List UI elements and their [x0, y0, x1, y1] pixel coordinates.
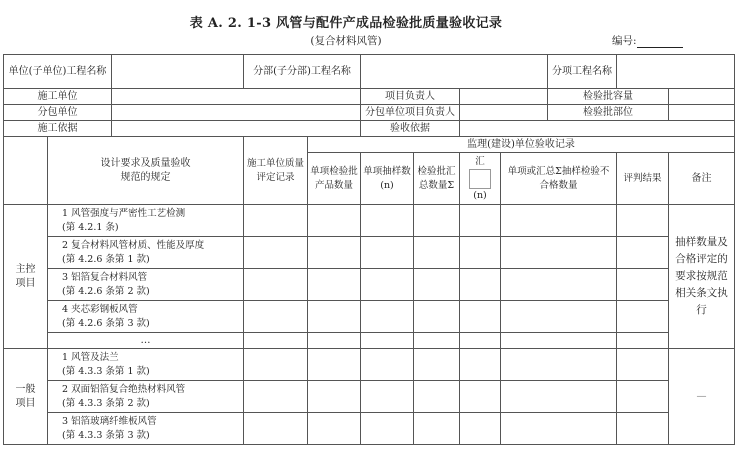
single-batch-quantity-header: 单项检验批产品数量 — [308, 153, 361, 205]
supervision-header: 监理(建设)单位验收记录 — [308, 137, 735, 153]
serial-input-line[interactable] — [637, 35, 683, 48]
item-project-value[interactable] — [617, 55, 735, 89]
contractor-value[interactable] — [112, 89, 361, 105]
general-item-1: 1 风管及法兰 (第 4.3.3 条第 1 款) — [48, 349, 244, 381]
main-item-3: 3 铝箔复合材料风管 (第 4.2.6 条第 2 款) — [48, 269, 244, 301]
main-control-label: 主控项目 — [4, 205, 48, 349]
batch-capacity-label: 检验批容量 — [548, 89, 669, 105]
main-item-2: 2 复合材料风管材质、性能及厚度 (第 4.2.6 条第 1 款) — [48, 237, 244, 269]
general-label: 一般项目 — [4, 349, 48, 445]
sample-total-label: 汇 — [475, 155, 485, 167]
sub-project-manager-value[interactable] — [460, 105, 548, 121]
subcontractor-label: 分包单位 — [4, 105, 112, 121]
self-evaluation-header: 施工单位质量评定记录 — [244, 137, 308, 205]
unit-project-label: 单位(子单位)工程名称 — [4, 55, 112, 89]
batch-location-value[interactable] — [669, 105, 735, 121]
general-item-3: 3 铝箔玻璃纤维板风管 (第 4.3.3 条第 3 款) — [48, 413, 244, 445]
construction-basis-label: 施工依据 — [4, 121, 112, 137]
result-header: 评判结果 — [617, 153, 669, 205]
main-control-remark: 抽样数量及合格评定的要求按规范相关条文执行 — [669, 205, 735, 349]
unqualified-header: 单项或汇总Σ抽样检验不合格数量 — [501, 153, 617, 205]
serial-number — [612, 33, 683, 48]
main-item-4: 4 夹芯彩钢板风管 (第 4.2.6 条第 3 款) — [48, 301, 244, 333]
sample-total-header — [460, 153, 501, 205]
sub-project-label: 分部(子分部)工程名称 — [244, 55, 361, 89]
item-project-label: 分项工程名称 — [548, 55, 617, 89]
unit-project-value[interactable] — [112, 55, 244, 89]
acceptance-table — [3, 54, 735, 445]
serial-label: 编号: — [612, 35, 637, 47]
single-sample-header: 单项抽样数(n) — [361, 153, 414, 205]
calculator-icon[interactable] — [469, 169, 491, 189]
general-remark: — — [669, 349, 735, 445]
project-manager-value[interactable] — [460, 89, 548, 105]
subcontractor-value[interactable] — [112, 105, 361, 121]
acceptance-basis-value[interactable] — [460, 121, 735, 137]
batch-capacity-value[interactable] — [669, 89, 735, 105]
project-manager-label: 项目负责人 — [361, 89, 460, 105]
contractor-label: 施工单位 — [4, 89, 112, 105]
batch-total-header: 检验批汇总数量Σ — [414, 153, 460, 205]
self-eval-cell[interactable] — [244, 205, 308, 237]
main-item-ellipsis: … — [48, 333, 244, 349]
page-title: 表 A. 2. 1-3 风管与配件产成品检验批质量验收记录 — [189, 16, 503, 31]
main-item-1: 1 风管强度与严密性工艺检测 (第 4.2.1 条) — [48, 205, 244, 237]
category-header — [4, 137, 48, 205]
page-subtitle: (复合材料风管) — [310, 35, 382, 47]
remark-header: 备注 — [669, 153, 735, 205]
sub-project-value[interactable] — [361, 55, 548, 89]
sample-total-unit: (n) — [473, 189, 487, 201]
batch-location-label: 检验批部位 — [548, 105, 669, 121]
construction-basis-value[interactable] — [112, 121, 361, 137]
general-item-2: 2 双面铝箔复合绝热材料风管 (第 4.3.3 条第 2 款) — [48, 381, 244, 413]
acceptance-basis-label: 验收依据 — [361, 121, 460, 137]
sub-project-manager-label: 分包单位项目负责人 — [361, 105, 460, 121]
design-requirement-header: 设计要求及质量验收规范的规定 — [48, 137, 244, 205]
